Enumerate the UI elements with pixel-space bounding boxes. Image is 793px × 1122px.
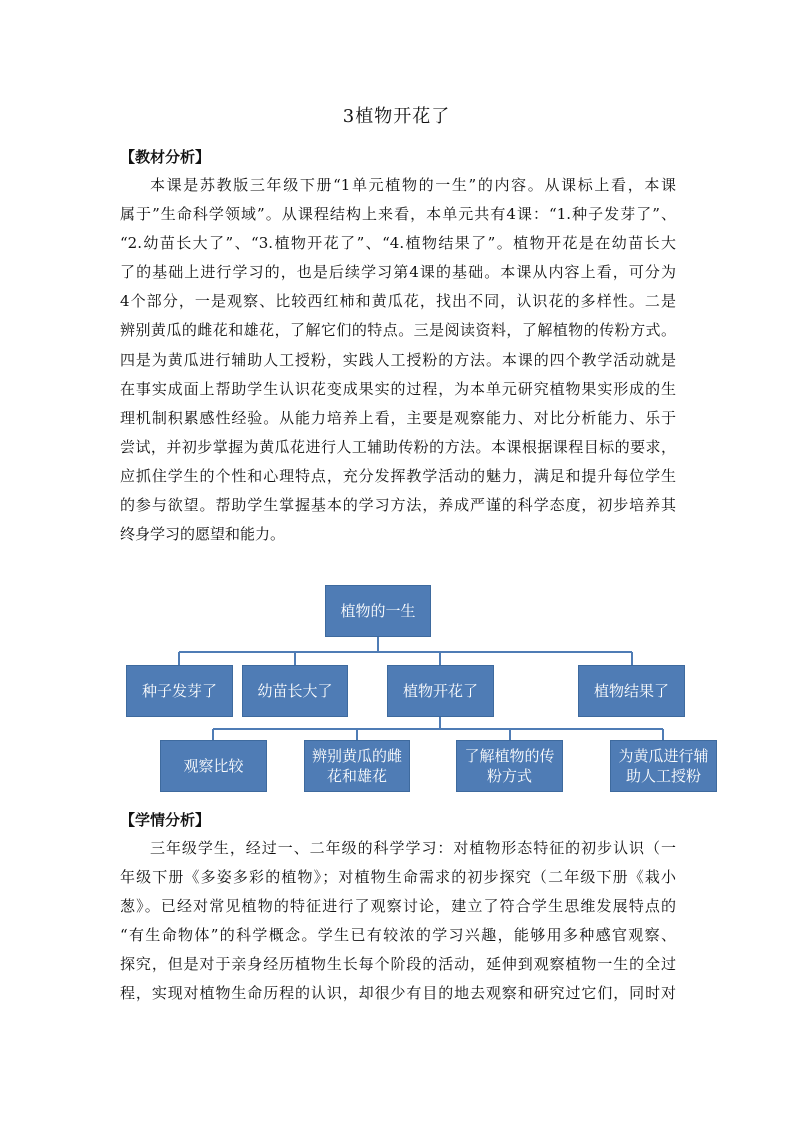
diagram-level1-box: 幼苗长大了 (242, 665, 348, 717)
paragraph-line: 终身学习的愿望和能力。 (120, 525, 286, 544)
paragraph-line: 在事实成面上帮助学生认识花变成果实的过程，为本单元研究植物果实形成的生 (120, 379, 676, 398)
diagram-level2-box: 为黄瓜进行辅助人工授粉 (610, 740, 717, 792)
paragraph-line: 应抓住学生的个性和心理特点，充分发挥教学活动的魅力，满足和提升每位学生 (120, 466, 676, 485)
paragraph-line: 三年级学生，经过一、二年级的科学学习：对植物形态特征的初步认识（一 (150, 839, 676, 857)
paragraph-line: 尝试，并初步掌握为黄瓜花进行人工辅助传粉的方法。本课根据课程目标的要求， (120, 437, 676, 456)
diagram-level2-box: 观察比较 (160, 740, 267, 792)
paragraph-line: “2.幼苗长大了”、“3.植物开花了”、“4.植物结果了”。植物开花是在幼苗长大 (120, 234, 676, 253)
section-heading-student-analysis: 【学情分析】 (120, 811, 211, 829)
paragraph-line: 四是为黄瓜进行辅助人工授粉，实践人工授粉的方法。本课的四个教学活动就是 (120, 350, 676, 369)
diagram-level1-box: 植物开花了 (387, 665, 494, 717)
paragraph-line: 程，实现对植物生命历程的认识，却很少有目的地去观察和研究过它们，同时对 (120, 984, 676, 1003)
student-analysis-paragraph (120, 834, 676, 1009)
diagram-root-box: 植物的一生 (325, 585, 431, 637)
diagram-level2-box: 辨别黄瓜的雌花和雄花 (304, 740, 410, 792)
paragraph-line: 探究，但是对于亲身经历植物生长每个阶段的活动，延伸到观察植物一生的全过 (120, 955, 676, 974)
paragraph-line: 本课是苏教版三年级下册“1单元植物的一生”的内容。从课标上看，本课 (150, 176, 676, 194)
paragraph-line: 年级下册《多姿多彩的植物》；对植物生命需求的初步探究（二年级下册《栽小 (120, 868, 676, 887)
paragraph-line: 葱》。已经对常见植物的特征进行了观察讨论，建立了符合学生思维发展特点的 (120, 897, 676, 916)
paragraph-line: 4个部分，一是观察、比较西红柿和黄瓜花，找出不同，认识花的多样性。二是 (120, 292, 676, 311)
paragraph-line: “有生命物体”的科学概念。学生已有较浓的学习兴趣，能够用多种感官观察、 (120, 926, 676, 945)
diagram-level1-box: 种子发芽了 (126, 665, 233, 717)
paragraph-line: 的参与欲望。帮助学生掌握基本的学习方法，养成严谨的科学态度，初步培养其 (120, 496, 676, 515)
paragraph-line: 理机制积累感性经验。从能力培养上看，主要是观察能力、对比分析能力、乐于 (120, 408, 676, 427)
paragraph-line: 了的基础上进行学习的，也是后续学习第4课的基础。本课从内容上看，可分为 (120, 263, 676, 282)
diagram-level2-box: 了解植物的传粉方式 (456, 740, 563, 792)
paragraph-line: 属于”生命科学领域”。从课程结构上来看，本单元共有4课：“1.种子发芽了”、 (120, 205, 676, 224)
diagram-level1-box: 植物结果了 (578, 665, 685, 717)
section-heading-textbook-analysis: 【教材分析】 (120, 148, 211, 166)
paragraph-line: 辨别黄瓜的雌花和雄花，了解它们的特点。三是阅读资料，了解植物的传粉方式。 (120, 321, 676, 340)
page-title: 3植物开花了 (342, 106, 451, 127)
